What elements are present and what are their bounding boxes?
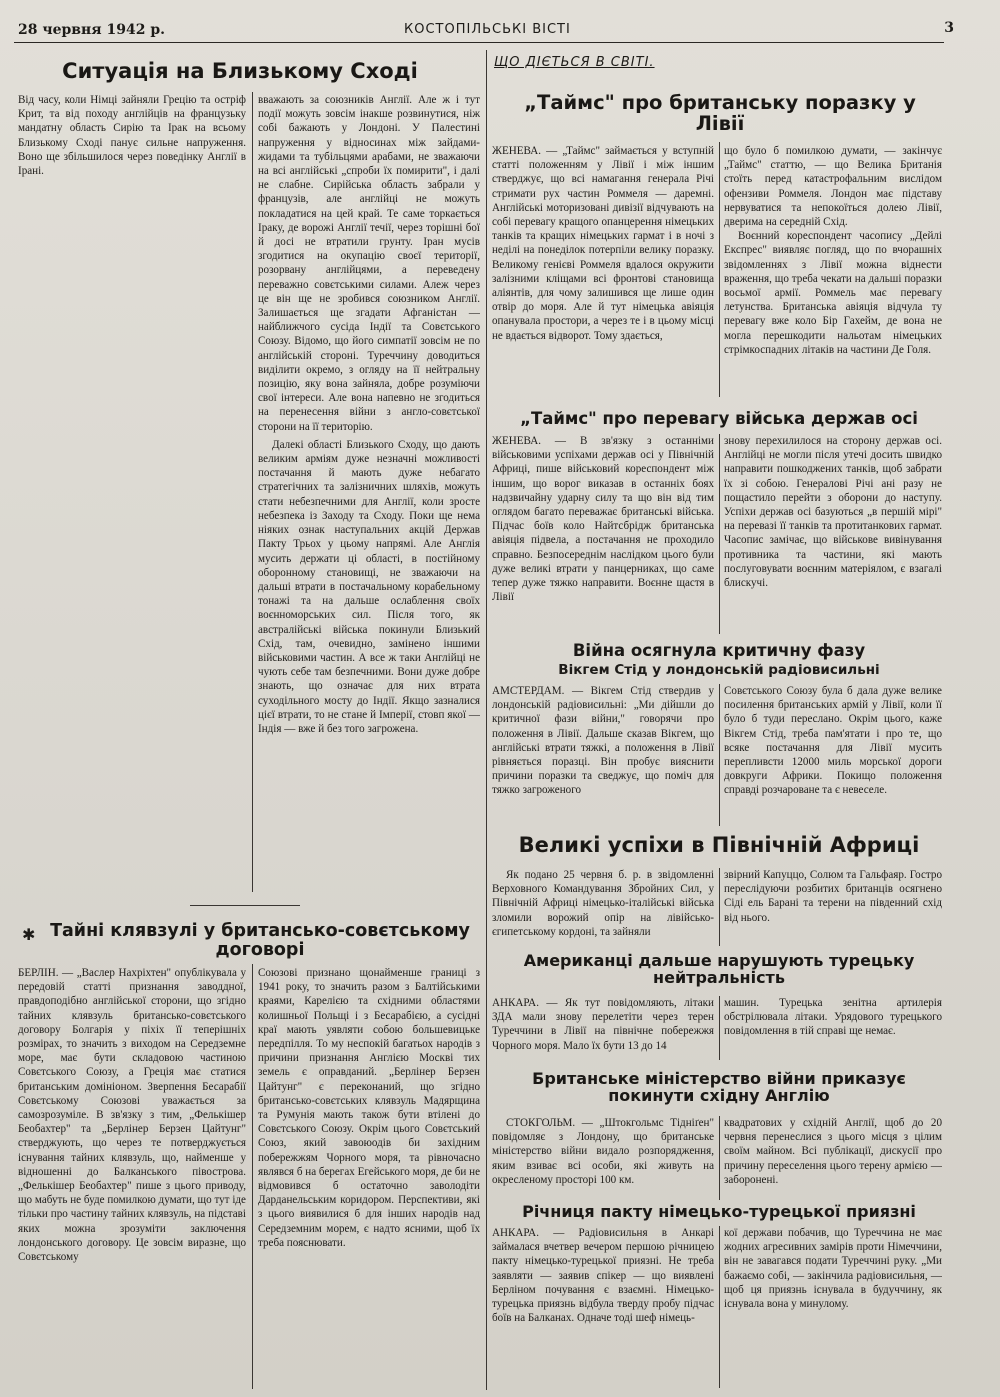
article-north-africa-col2	[724, 868, 942, 948]
article-pact-col2	[724, 1226, 942, 1390]
headline-war-phase: Війна осягнула критичну фазу	[572, 641, 866, 660]
paragraph: Як подано 25 червня б. р. в звідомленні Верховного Командування Збройних Сил, у Північній Африці німецько-італійські війська зломили ворожий опір на лівійсько-єгипетському кордоні, та зайняли	[492, 869, 714, 938]
column-rule	[719, 996, 720, 1060]
article-times-axis-col1	[492, 434, 714, 636]
article-war-office-col1	[492, 1116, 714, 1202]
paragraph: АМСТЕРДАМ. — Вікгем Стід ствердив у лондонській радіовисильні: „Ми дійшли до критичної фази війни," говорячи про положення в Лівії. Дальше сказав Вікгем, що англійські втрати тяжкі, а положення в Лівії рівняється поразці. Він пробує вияснити причини поразки та сведжує, що поміч для тяжко загроженого	[492, 685, 714, 797]
article-times-libya-col1	[492, 144, 714, 399]
paragraph: АНКАРА. — Радіовисильня в Анкарі займалася вчетвер вечером першою річницею пакту німецько-турецької приязні. Не треба заявляти — заявив спікер — що виявлені Берліном почування є взаємні. Німецько-турецька приязнь відбула тверду пробу підчас боїв на Балканах. Одначе тоді шеф німець-	[492, 1227, 714, 1325]
headline-times-axis: „Таймс" про перевагу війська держав осі	[520, 409, 918, 428]
star-ornament: ✱	[22, 925, 36, 944]
paragraph: Воєнний кореспондент часопису „Дейлі Експрес" виявляє погляд, що по вчорашніх звідомленнях з Лівії можна віднести враження, що треба чекати на дальші поразки восьмої армії. Роммель має перевагу летунства. Британська авіяція відчула ту перевагу вже коло Бір Гахейм, де вона не могла перешкодити нальотам німецьких стрімкоспадних літаків на частини Де Голя.	[724, 230, 942, 356]
column-rule	[719, 868, 720, 946]
paragraph: Далекі області Близького Сходу, що дають великим арміям дуже незначні можливості постачання й мають дуже небагато стратегічних та залізничних шляхів, можуть стати небезпечними для Англії, коли зросте небезпека із Заходу та Сходу. Поки ще нема ніяких ознак наступальних акцій Держав Пакту Трьох у цьому напрямі. Але Англія мусить держати ці області, в постійному оборонному становищі, не зважаючи на дальші втрати в постачальному корабельному тонажі та на дальше ослаблення своїх воєнноморських сил. Після того, як австралійські війська покинули Близький Схід, там, очевидно, замінено іншими військовими частин. А все ж таки Англійці не чують себе там безпечними. Вони дуже добре знають, що означає для них втрата суходільного мосту до Індії. Якщо зазналися цієї втрати, то не стане й Імперії, стовп якої — Індія — вже й без того загрожена.	[258, 438, 480, 735]
paragraph: Союзові признано щонайменше границі з 1941 року, то значить разом з Балтійськими краями, Карелією та східними областями колишньої Польщі і з Бесарабією, а сусідні краї мають уявляти собою большевицьке передпілля. То му неспокій багатьох народів з причини признання Англією Москві тих земель є оправданий. „Берлінер Берзен Цайтунг" є переконаний, що згідно британсько-совєтських клявзуль Мадярщина та Румунія мають також бути втілені до Совєтського Союзу. Окрім цього Совєтський Союз, який завоюодів би західним побережжям Чорного моря, та рівночасно являвся б на берегах Егейського моря, де би не відмовився б остаточно заволодіти Дарданельським коридором. Перспективи, які з цього виявилися б для інших народів над Середземним морем, є надто ясними, щоб їх треба пояснювати.	[258, 967, 480, 1249]
column-rule	[719, 434, 720, 634]
headline-north-africa: Великі успіхи в Північній Африці	[518, 833, 920, 857]
page-number: 3	[944, 20, 954, 36]
headline-times-libya: „Таймс" про британську поразку у Лівії	[524, 91, 916, 136]
column-rule	[252, 92, 253, 892]
paragraph: АНКАРА. — Як тут повідомляють, літаки ЗДА мали знову перелетіти через терен Туреччини в Лівії на північне побережжя Чорного моря. Мало їх бути 13 до 14	[492, 997, 714, 1052]
paragraph: кої держави побачив, що Туреччина не має жодних агресивних замірів проти Німеччини, він не завагався подати Туреччині руку. „Ми бажаємо собі, — закінчила радіовисильня, — щоб ця приязнь існувала в будуччину, як існувала вона у минулому.	[724, 1227, 942, 1311]
column-rule	[719, 1116, 720, 1200]
article-secret-clauses-col1	[18, 966, 246, 1391]
column-rule	[252, 964, 253, 1389]
paragraph: Від часу, коли Німці зайняли Грецію та остріф Крит, та від походу англійців на французьку мандатну область Сирію та Ірак на всьому Близькому Сході панує сильне напруження. Воно ще збільшилося через поведінку Англії в Ірані.	[18, 94, 246, 178]
article-americans-col2	[724, 996, 942, 1062]
column-rule	[719, 1226, 720, 1388]
paragraph: ЖЕНЕВА. — В зв'язку з останніми військовими успіхами держав осі у Північній Африці, пише військовий кореспондент між іншим, що ворог виказав в останніх боях надзвичайну ударну силу та що він від тим оглядом багато переважає британські війська. Підчас боїв коло Найтсбрідж британська авіяція підвела, а постачання не проходило справно. Безпосереднім наслідком цього були дуже великі втрати у панцерниках, що саме тепер дуже тяжко направити. Воєнне щастя в Лівії	[492, 435, 714, 604]
page-column-rule	[486, 50, 487, 1390]
subhead-war-phase: Вікгем Стід у лондонській радіовисильні	[558, 662, 880, 678]
headline-pact: Річниця пакту німецько-турецької приязні	[522, 1202, 916, 1221]
section-label: ЩО ДІЄТЬСЯ В СВІТІ.	[494, 55, 655, 70]
paragraph: що було б помилкою думати, — закінчує „Таймс" статтю, — що Велика Британія стоїть перед катастрофальним вислідом офензиви Роммеля. Лондон має підставу нервуватися та непокоїться долею Лівії, дверима на середній Схід.	[724, 145, 942, 229]
issue-date: 28 червня 1942 р.	[18, 22, 165, 38]
paragraph: квадратових у східній Англії, щоб до 20 червня перенеслися з цього місця з цілим своїм майном. Всі публікації, дискусії про причину переселення цього терену армією — заборонені.	[724, 1117, 942, 1186]
paragraph: звірний Капуццо, Солюм та Гальфаяр. Гостро переслідуючи розбитих британців осягнено Сіді ель Барані та терени на південний схід від нього.	[724, 869, 942, 924]
article-americans-col1	[492, 996, 714, 1062]
headline-war-office: Британське міністерство війни приказує покинути східну Англію	[532, 1069, 906, 1106]
article-war-office-col2	[724, 1116, 942, 1202]
paragraph: БЕРЛІН. — „Васлер Нахріхтен" опублікувала у передовій статті признання заводдної, правдоподібно англійської сторони, що згідно тайних клявзуль британсько-совєтського договору Болгарія у піхіх її теперішніх розмірах, то значить з виходом на Середземне море, має бути складовою частиною Совєтського Союзу, а Греція має статися британським домініоном. Зверпення Бесарабії Совєтському Союзові уважається за самозрозуміле. В зв'язку з тим, „Фелькішер Беобахтер" та „Берлінер Берзен Цайтунг" стверджують, що через те потверджується існування тайних клявзуль, що, найменше у відношенні до Балканського півострова. „Фелькішер Беобахтер" пише з цього приводу, що мабуть не буде помилкою думати, що тут іде тільки про частину тайних клявзуль, на підставі яких можна зрозуміти заключення лондонського договору. Це зовсім виразне, що Совєтському	[18, 967, 246, 1264]
article-secret-clauses-col2	[258, 966, 480, 1391]
headline-middle-east: Ситуація на Близькому Сході	[62, 59, 418, 83]
paragraph: Совєтського Союзу була б дала дуже велике посилення британських армій у Лівії, коли її було б туди переслано. Окрім цього, каже Вікгем Стід, треба пам'ятати і про те, що всяке постачання для Лівії мусить перепливсти 12000 миль морської дороги довкруги Африки. Покищо положення справді розчароване та є невеселе.	[724, 685, 942, 797]
paragraph: ЖЕНЕВА. — „Таймс" займається у вступній статті положенням у Лівії і між іншим стверджує, що всі намагання генерала Річі стримати рух частин Роммеля — даремні. Англійські моторизовані дивізії відчувають на собі перевагу кращого опанцерення німецьких танків та кращих німецьких гармат і в ночі з неділі на понеділок потерпіли велику поразку. Великому генієві Роммеля вдалося окружити залізними кліщами всі фронтові становища аліянтів, для чому залишився ще лише один отвір до моря. Але й тут німецька авіяція опанувала простори, а через те і в цьому місці не вдається відворот. Тому здається,	[492, 145, 714, 342]
article-war-phase-col1	[492, 684, 714, 828]
article-war-phase-col2	[724, 684, 942, 828]
article-middle-east-col1	[18, 93, 246, 893]
paragraph: машин. Турецька зенітна артилерія обстрілювала літаки. Урядового турецького повідомлення в тій справі ще немає.	[724, 997, 942, 1038]
article-times-libya-col2	[724, 144, 942, 399]
paragraph: вважають за союзників Англії. Але ж і тут події можуть зовсім інакше розвинутися, ніж собі бажають у Лондоні. У Палестині напруження у відносинах між зайдами-жидами та тубільцями арабами, не зважаючи на всі англійські „спроби їх помирити", і далі не слабне. Сирійська область забрали у французів, але англійці не можуть покладатися на цей край. Те саме торкається Іраку, де ворожі Англії течії, через торішні бої й досі не втратили грунту. Іран мусів згодитися на окупацію своєї території, розорвану англійцями, а переведену переважно совєтськими силами. Алеж через це він ще не зробився союзником Англії. Залишається ще згадати Афганістан — найближчого сусіда Індії та Совєтського Союзу. Відомо, що його симпатії зовсім не по англійській стороні. Туреччину доводиться виділити окремо, з огляду на її нейтральну позицію, яку вона зайняла, добре розуміючи свої інтереси. Але вона напевно не згодиться на перенесення війни з англо-совєтської сторони на її територію.	[258, 94, 480, 433]
article-times-axis-col2	[724, 434, 942, 636]
column-rule	[719, 684, 720, 826]
newspaper-title: КОСТОПІЛЬСЬКІ ВІСТІ	[404, 22, 571, 37]
article-middle-east-col2	[258, 93, 480, 893]
article-pact-col1	[492, 1226, 714, 1390]
headline-secret-clauses: Тайні клявзулі у британсько-совєтському договорі	[50, 921, 470, 960]
paragraph: знову перехилилося на сторону держав осі. Англійці не могли після утечі досить швидко направити пошкоджених танків, щоб забрати їх зі собою. Генералові Річі ані разу не пощастило перейти з оборони до наступу. Успіхи держав осі базуються „в першій мірі" на перевазі її танків та протитанкових гармат. Часопис замічає, що військове вивінування противника та частини, які мають послуговувати воєнним матеріялом, є взагалі блискучі.	[724, 435, 942, 590]
article-north-africa-col1	[492, 868, 714, 948]
article-separator	[190, 905, 300, 906]
masthead	[14, 20, 954, 43]
paragraph: СТОКГОЛЬМ. — „Штокгольмс Тідніґен" повідомляє з Лондону, що британське міністерство війни видало розпорядження, яким взиває всі особи, які живуть на окресленому просторі 100 км.	[492, 1117, 714, 1186]
column-rule	[719, 142, 720, 397]
headline-americans: Американці дальше нарушують турецьку нейтральність	[523, 951, 915, 988]
